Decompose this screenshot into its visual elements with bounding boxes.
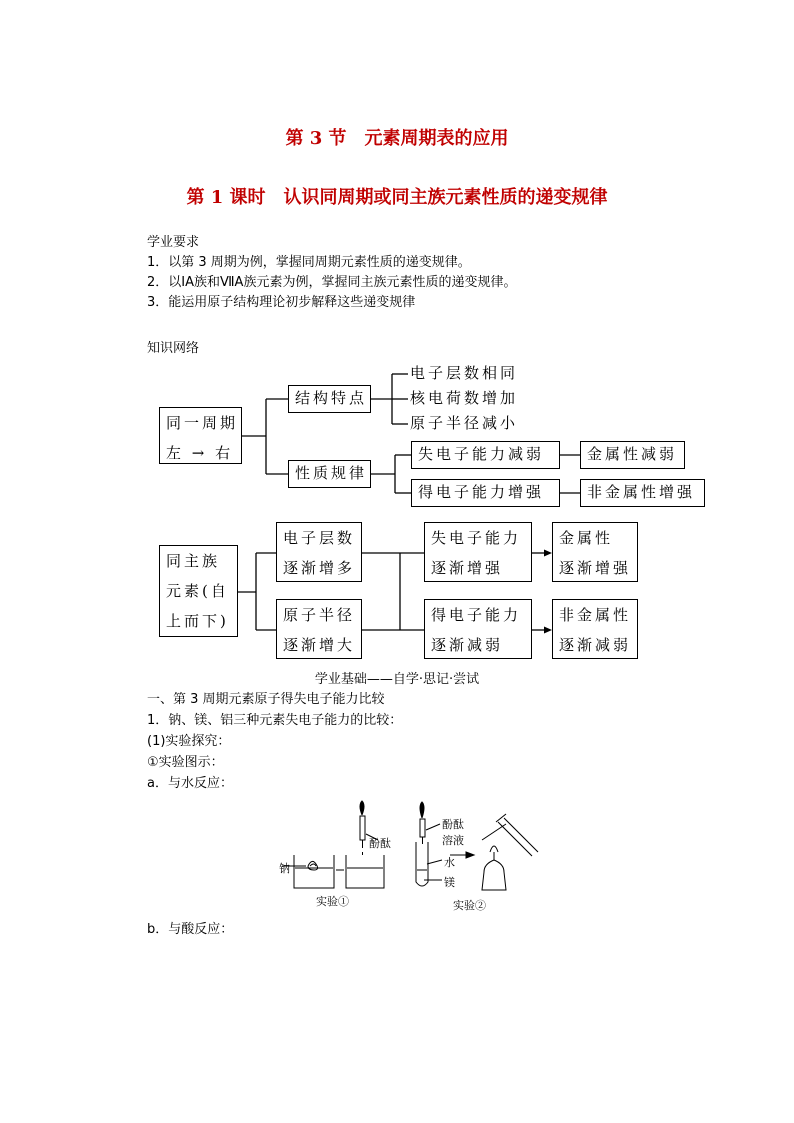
property-label: 性质规律 — [295, 464, 368, 482]
solution-line-2: 溶液 — [442, 834, 464, 847]
body-line: a．与水反应： — [147, 776, 233, 791]
requirements-heading: 学业要求 — [147, 235, 200, 250]
layers-line: 逐渐增多 — [283, 559, 356, 577]
period-root-line2 — [160, 438, 241, 468]
solution-line-1: 酚酞 — [442, 818, 464, 831]
structure-item: 核电荷数增加 — [410, 389, 519, 407]
figure-caption-exp2: 实验② — [453, 899, 486, 912]
group-metal-line: 逐渐增强 — [559, 559, 632, 577]
nonmetallic-label: 非金属性增强 — [587, 483, 696, 501]
structure-item: 原子半径减小 — [410, 414, 519, 432]
group-gain-line: 逐渐减弱 — [431, 636, 504, 654]
group-metal-box — [552, 522, 638, 582]
structure-box — [288, 385, 371, 413]
nonmetallic-box — [580, 479, 705, 507]
body-line: ①实验图示： — [147, 755, 224, 770]
metallic-box — [580, 441, 685, 469]
period-root-line1: 同一周期 — [166, 414, 239, 432]
lose-electron-box — [411, 441, 560, 469]
group-lose-box — [424, 522, 532, 582]
body-line: (1)实验探究： — [147, 734, 231, 749]
lesson-title: 第 1 课时 认识同周期或同主族元素性质的递变规律 — [186, 187, 608, 208]
requirement-item: 2．以ⅠA族和ⅦA族元素为例，掌握同主族元素性质的递变规律。 — [147, 275, 517, 290]
structure-label: 结构特点 — [295, 389, 368, 407]
body-line: 一、第 3 周期元素原子得失电子能力比较 — [147, 692, 385, 707]
group-gain-line: 得电子能力 — [431, 606, 522, 624]
group-root-line: 上而下) — [166, 612, 229, 630]
direction-right: 右 — [215, 444, 234, 462]
group-root-line: 元素(自 — [166, 582, 229, 600]
figure-label-phenolphthalein: 酚酞 — [369, 837, 391, 850]
figure-caption-exp1: 实验① — [316, 895, 349, 908]
gain-electron-label: 得电子能力增强 — [418, 483, 545, 501]
figure-label-solution — [442, 816, 464, 848]
figure-label-magnesium: 镁 — [444, 876, 455, 889]
network-heading: 知识网络 — [147, 341, 200, 356]
group-nonmetal-box — [552, 599, 638, 659]
experiment-figure — [270, 800, 560, 910]
figure-label-water: 水 — [444, 856, 455, 869]
direction-left: 左 — [166, 444, 185, 462]
layers-line: 电子层数 — [283, 529, 356, 547]
group-gain-box — [424, 599, 532, 659]
arrow-right-icon: → — [191, 444, 208, 462]
structure-item: 电子层数相同 — [410, 364, 519, 382]
metallic-label: 金属性减弱 — [587, 445, 678, 463]
lose-electron-label: 失电子能力减弱 — [418, 445, 545, 463]
radius-line: 逐渐增大 — [283, 636, 356, 654]
group-lose-line: 失电子能力 — [431, 529, 522, 547]
acid-reaction-line: b．与酸反应： — [147, 922, 234, 937]
basics-heading: 学业基础——自学·思记·尝试 — [314, 672, 480, 687]
group-nonmetal-line: 非金属性 — [559, 606, 632, 624]
layers-box — [276, 522, 362, 582]
body-line: 1．钠、镁、铝三种元素失电子能力的比较： — [147, 713, 403, 728]
figure-label-sodium: 钠 — [279, 862, 290, 875]
period-root-box — [159, 407, 242, 464]
radius-box — [276, 599, 362, 659]
section-title: 第 3 节 元素周期表的应用 — [285, 128, 509, 149]
radius-line: 原子半径 — [283, 606, 356, 624]
group-nonmetal-line: 逐渐减弱 — [559, 636, 632, 654]
requirement-item: 1．以第 3 周期为例，掌握同周期元素性质的递变规律。 — [147, 255, 471, 270]
group-lose-line: 逐渐增强 — [431, 559, 504, 577]
gain-electron-box — [411, 479, 560, 507]
group-root-line: 同主族 — [166, 552, 221, 570]
group-root-box — [159, 545, 238, 637]
requirement-item: 3．能运用原子结构理论初步解释这些递变规律 — [147, 295, 416, 310]
property-box — [288, 460, 371, 488]
group-metal-line: 金属性 — [559, 529, 614, 547]
